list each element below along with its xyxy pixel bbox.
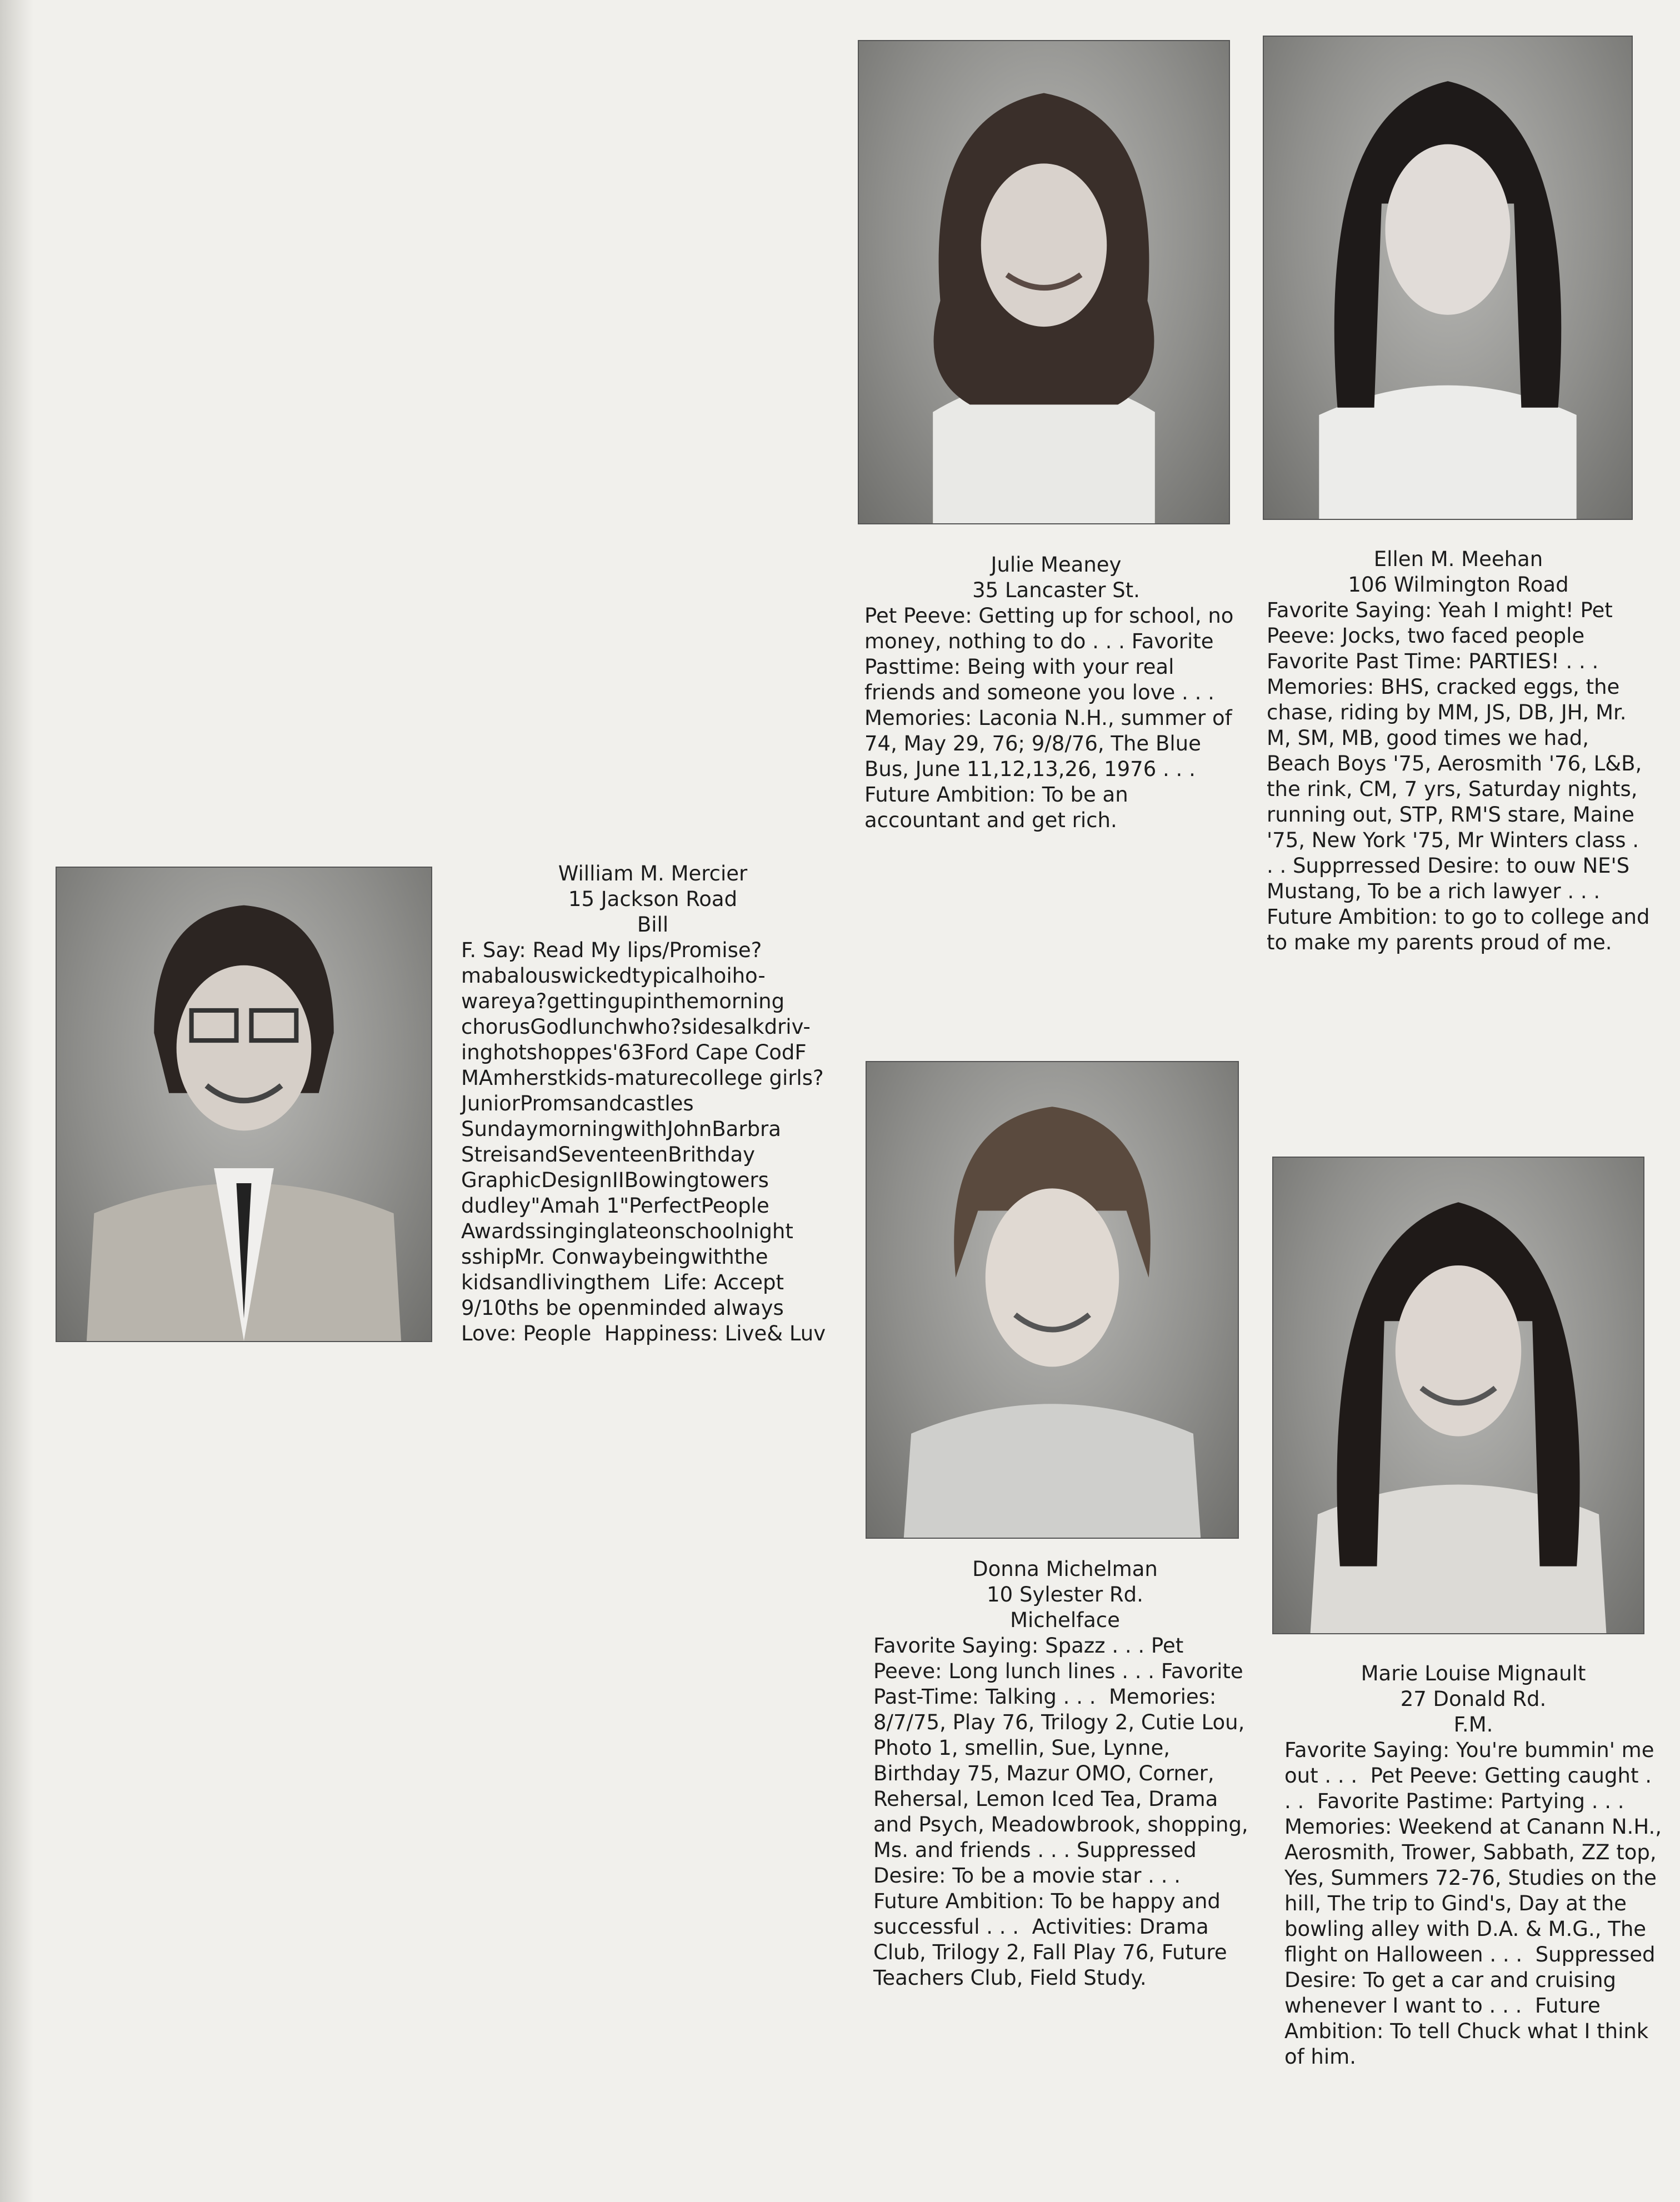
- student-address: 35 Lancaster St.: [972, 578, 1140, 602]
- portrait-photo-julie: [858, 40, 1230, 524]
- page-gutter-shadow: [0, 0, 33, 2202]
- student-address: 15 Jackson Road: [568, 887, 738, 911]
- student-bio-text: Pet Peeve: Getting up for school, no money, nothing to do . . . Favorite Pasttime: Being with your real friends and someone you love . . . Memories: Laconia N.H., summer of 74, May 29, 76; 9/8/76, The Blue Bus, June 11,12,13,26, 1976 . . . Future Ambition: To be an accountant and get rich.: [864, 604, 1241, 832]
- student-bio-text: Favorite Saying: Yeah I might! Pet Peeve: Jocks, two faced people Favorite Past Time: PARTIES! . . . Memories: BHS, cracked eggs, the chase, riding by MM, JS, DB, JH, Mr. M, SM, MB, good times we had, Beach Boys '75, Aerosmith '76, L&B, the rink, CM, 7 yrs, Saturday nights, running out, STP, RM'S stare, Maine '75, New York '75, Mr Winters class . . . Supprressed Desire: to ouw NE'S Mustang, To be a rich lawyer . . . Future Ambition: to go to college and to make my parents proud of me.: [1267, 598, 1657, 954]
- student-nickname: F.M.: [1453, 1713, 1493, 1736]
- student-bio-julie: [864, 552, 1248, 833]
- student-name: Donna Michelman: [972, 1557, 1158, 1581]
- student-bio-marie: [1284, 1661, 1668, 2070]
- student-address: 106 Wilmington Road: [1348, 573, 1569, 597]
- student-bio-ellen: [1267, 547, 1657, 955]
- student-address: 27 Donald Rd.: [1400, 1687, 1547, 1711]
- student-nickname: Michelface: [1010, 1608, 1120, 1632]
- student-bio-donna: [873, 1557, 1257, 1991]
- student-name: Marie Louise Mignault: [1361, 1661, 1586, 1685]
- student-nickname: Bill: [637, 913, 669, 937]
- student-bio-william: [461, 861, 844, 1347]
- portrait-photo-donna: [866, 1061, 1239, 1539]
- student-bio-text: Favorite Saying: Spazz . . . Pet Peeve: Long lunch lines . . . Favorite Past-Time: Talking . . . Memories: 8/7/75, Play 76, Trilogy 2, Cutie Lou, Photo 1, smellin, Sue, Lynne, Birthday 75, Mazur OMO, Corner, Rehersal, Lemon Iced Tea, Drama and Psych, Meadowbrook, shopping, Ms. and friends . . . Suppressed Desire: To be a movie star . . . Future Ambition: To be happy and successful . . . Activities: Drama Club, Trilogy 2, Fall Play 76, Future Teachers Club, Field Study.: [873, 1634, 1255, 1990]
- student-name: William M. Mercier: [558, 862, 748, 885]
- portrait-photo-ellen: [1263, 36, 1633, 520]
- student-name: Julie Meaney: [991, 553, 1122, 577]
- student-name: Ellen M. Meehan: [1373, 547, 1543, 571]
- portrait-photo-william: [56, 867, 432, 1342]
- student-bio-text: Favorite Saying: You're bummin' me out . . . Pet Peeve: Getting caught . . . Favorite Pastime: Partying . . . Memories: Weekend at Canann N.H., Aerosmith, Trower, Sabbath, ZZ top, Yes, Summers 72-76, Studies on the hill, The trip to Gind's, Day at the bowling alley with D.A. & M.G., The flight on Halloween . . . Suppressed Desire: To get a car and cruising whenever I want to . . . Future Ambition: To tell Chuck what I think of him.: [1284, 1738, 1668, 2069]
- student-address: 10 Sylester Rd.: [987, 1583, 1143, 1607]
- portrait-photo-marie: [1272, 1157, 1644, 1634]
- student-bio-text: F. Say: Read My lips/Promise? mabalouswickedtypicalhoiho-wareya?gettingupinthemorning chorusGodlunchwho?sidesalkdriv-inghotshoppes'63Ford Cape CodF MAmherstkids-maturecollege girls? JuniorPromsandcastles SundaymorningwithJohnBarbra StreisandSeventeenBrithday GraphicDesignIIBowingtowers dudley"Amah 1"PerfectPeople Awardssinginglateonschoolnight sshipMr. Conwaybeingwiththe kidsandlivingthem Life: Accept 9/10ths be openminded always Love: People Happiness: Live& Luv: [461, 938, 831, 1345]
